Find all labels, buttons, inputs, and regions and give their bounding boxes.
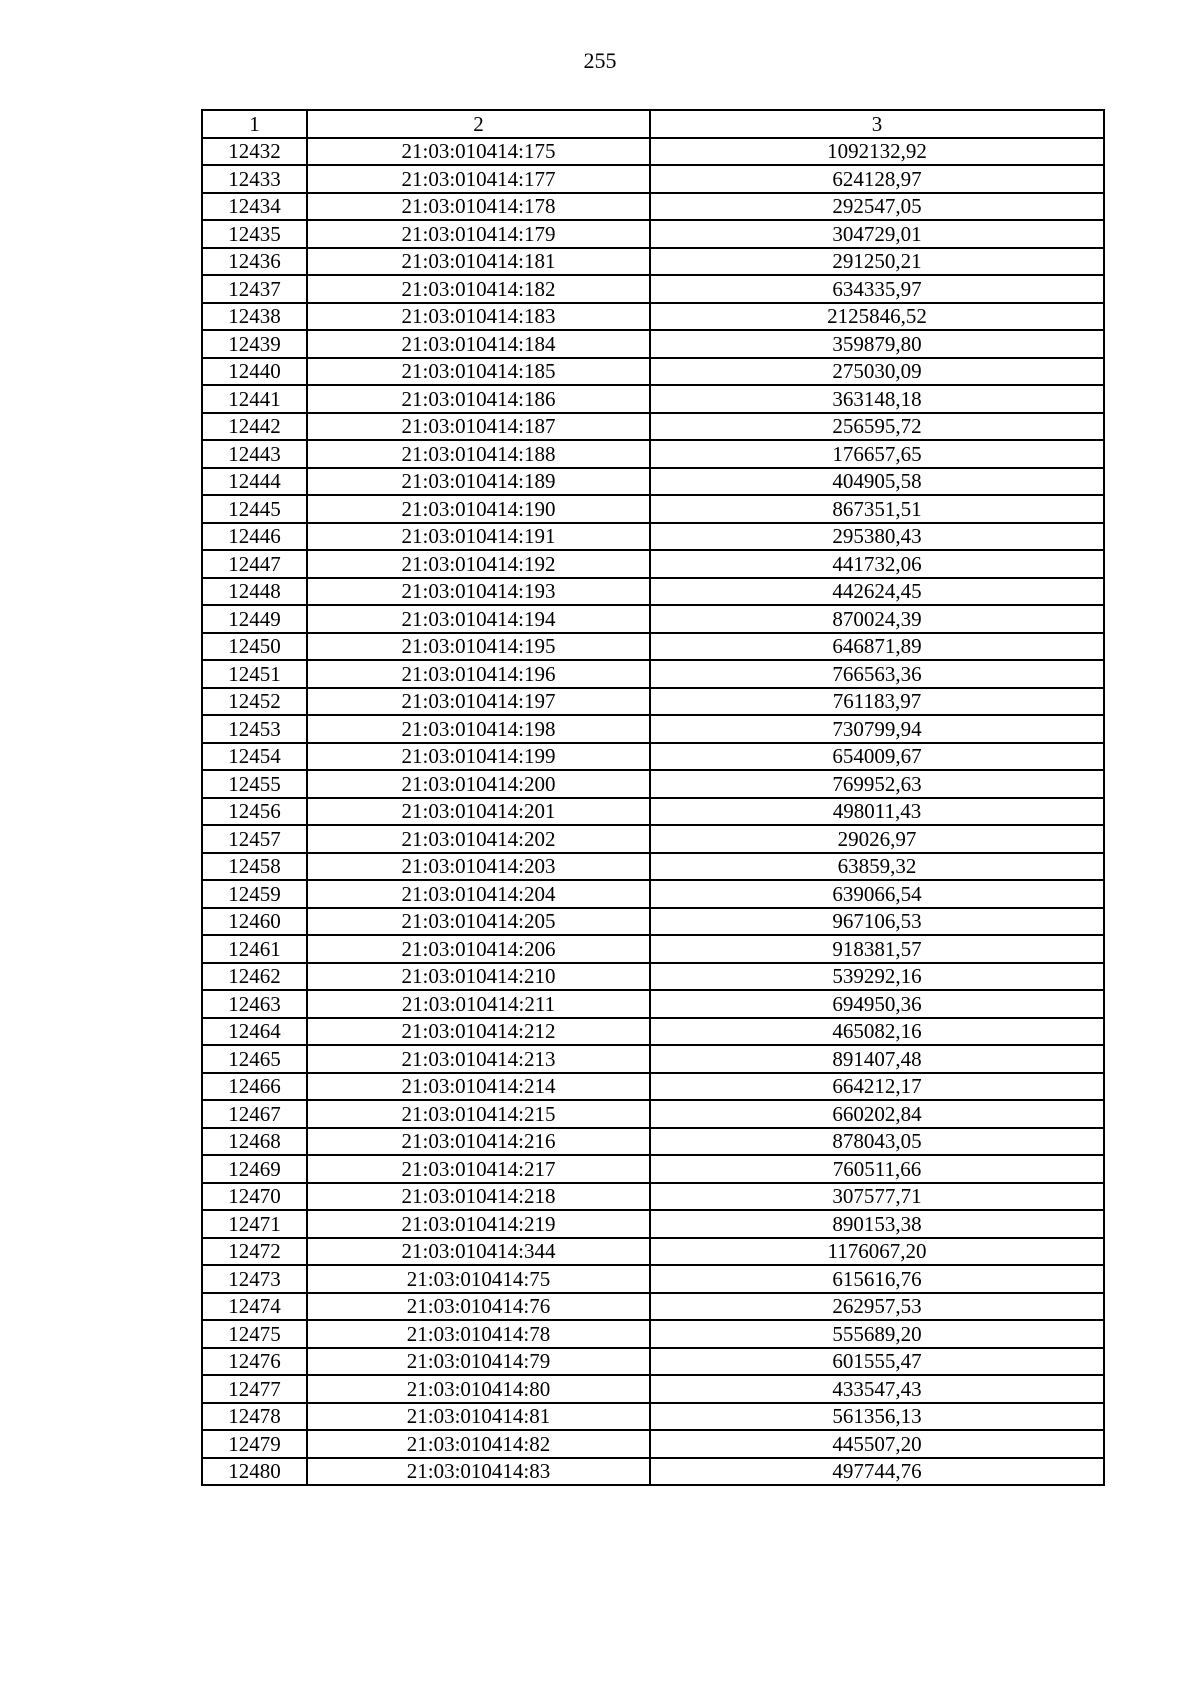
- data-table: [201, 109, 1105, 1486]
- row-number-cell: 12453: [202, 715, 307, 743]
- cadastral-number-cell: 21:03:010414:81: [307, 1403, 650, 1431]
- cadastral-number-cell: 21:03:010414:76: [307, 1293, 650, 1321]
- row-number-cell: 12449: [202, 605, 307, 633]
- value-cell: 694950,36: [650, 990, 1104, 1018]
- value-cell: 442624,45: [650, 578, 1104, 606]
- row-number-cell: 12468: [202, 1128, 307, 1156]
- table-row: [202, 1183, 1104, 1211]
- value-cell: 359879,80: [650, 330, 1104, 358]
- cadastral-number-cell: 21:03:010414:201: [307, 798, 650, 826]
- row-number-cell: 12446: [202, 523, 307, 551]
- table-row: [202, 660, 1104, 688]
- table-row: [202, 1458, 1104, 1486]
- row-number-cell: 12448: [202, 578, 307, 606]
- table-row: [202, 1348, 1104, 1376]
- column-header-3: 3: [650, 110, 1104, 138]
- value-cell: 730799,94: [650, 715, 1104, 743]
- row-number-cell: 12458: [202, 853, 307, 881]
- table-row: [202, 825, 1104, 853]
- cadastral-number-cell: 21:03:010414:199: [307, 743, 650, 771]
- table-row: [202, 1320, 1104, 1348]
- cadastral-number-cell: 21:03:010414:215: [307, 1100, 650, 1128]
- column-header-1: 1: [202, 110, 307, 138]
- cadastral-number-cell: 21:03:010414:214: [307, 1073, 650, 1101]
- table-row: [202, 523, 1104, 551]
- row-number-cell: 12473: [202, 1265, 307, 1293]
- page-number: 255: [583, 48, 617, 73]
- cadastral-number-cell: 21:03:010414:78: [307, 1320, 650, 1348]
- value-cell: 646871,89: [650, 633, 1104, 661]
- table-row: [202, 1155, 1104, 1183]
- table-body: [202, 138, 1104, 1486]
- value-cell: 654009,67: [650, 743, 1104, 771]
- row-number-cell: 12452: [202, 688, 307, 716]
- cadastral-number-cell: 21:03:010414:344: [307, 1238, 650, 1266]
- cadastral-number-cell: 21:03:010414:80: [307, 1375, 650, 1403]
- value-cell: 433547,43: [650, 1375, 1104, 1403]
- row-number-cell: 12464: [202, 1018, 307, 1046]
- row-number-cell: 12443: [202, 440, 307, 468]
- value-cell: 918381,57: [650, 935, 1104, 963]
- table-row: [202, 1018, 1104, 1046]
- row-number-cell: 12465: [202, 1045, 307, 1073]
- row-number-cell: 12438: [202, 303, 307, 331]
- row-number-cell: 12451: [202, 660, 307, 688]
- cadastral-number-cell: 21:03:010414:184: [307, 330, 650, 358]
- value-cell: 639066,54: [650, 880, 1104, 908]
- row-number-cell: 12478: [202, 1403, 307, 1431]
- table-row: [202, 935, 1104, 963]
- value-cell: 363148,18: [650, 385, 1104, 413]
- table-row: [202, 1265, 1104, 1293]
- table-row: [202, 798, 1104, 826]
- value-cell: 63859,32: [650, 853, 1104, 881]
- row-number-cell: 12461: [202, 935, 307, 963]
- value-cell: 878043,05: [650, 1128, 1104, 1156]
- row-number-cell: 12474: [202, 1293, 307, 1321]
- row-number-cell: 12445: [202, 495, 307, 523]
- row-number-cell: 12479: [202, 1430, 307, 1458]
- cadastral-number-cell: 21:03:010414:79: [307, 1348, 650, 1376]
- row-number-cell: 12462: [202, 963, 307, 991]
- row-number-cell: 12480: [202, 1458, 307, 1486]
- row-number-cell: 12466: [202, 1073, 307, 1101]
- value-cell: 275030,09: [650, 358, 1104, 386]
- row-number-cell: 12437: [202, 275, 307, 303]
- cadastral-number-cell: 21:03:010414:175: [307, 138, 650, 166]
- table-row: [202, 1073, 1104, 1101]
- table-row: [202, 688, 1104, 716]
- row-number-cell: 12434: [202, 193, 307, 221]
- column-header-2: 2: [307, 110, 650, 138]
- row-number-cell: 12476: [202, 1348, 307, 1376]
- cadastral-number-cell: 21:03:010414:217: [307, 1155, 650, 1183]
- table-row: [202, 1210, 1104, 1238]
- value-cell: 262957,53: [650, 1293, 1104, 1321]
- table-row: [202, 220, 1104, 248]
- value-cell: 634335,97: [650, 275, 1104, 303]
- row-number-cell: 12456: [202, 798, 307, 826]
- table-row: [202, 990, 1104, 1018]
- cadastral-number-cell: 21:03:010414:203: [307, 853, 650, 881]
- table-row: [202, 605, 1104, 633]
- row-number-cell: 12477: [202, 1375, 307, 1403]
- value-cell: 769952,63: [650, 770, 1104, 798]
- cadastral-number-cell: 21:03:010414:195: [307, 633, 650, 661]
- table-row: [202, 330, 1104, 358]
- value-cell: 441732,06: [650, 550, 1104, 578]
- table-row: [202, 248, 1104, 276]
- row-number-cell: 12475: [202, 1320, 307, 1348]
- row-number-cell: 12455: [202, 770, 307, 798]
- row-number-cell: 12460: [202, 908, 307, 936]
- table-row: [202, 165, 1104, 193]
- row-number-cell: 12435: [202, 220, 307, 248]
- row-number-cell: 12454: [202, 743, 307, 771]
- cadastral-number-cell: 21:03:010414:75: [307, 1265, 650, 1293]
- row-number-cell: 12432: [202, 138, 307, 166]
- cadastral-number-cell: 21:03:010414:188: [307, 440, 650, 468]
- cadastral-number-cell: 21:03:010414:178: [307, 193, 650, 221]
- cadastral-number-cell: 21:03:010414:205: [307, 908, 650, 936]
- cadastral-number-cell: 21:03:010414:186: [307, 385, 650, 413]
- table-row: [202, 715, 1104, 743]
- table-row: [202, 578, 1104, 606]
- value-cell: 307577,71: [650, 1183, 1104, 1211]
- row-number-cell: 12433: [202, 165, 307, 193]
- table-row: [202, 440, 1104, 468]
- value-cell: 539292,16: [650, 963, 1104, 991]
- table-row: [202, 193, 1104, 221]
- table-row: [202, 908, 1104, 936]
- value-cell: 870024,39: [650, 605, 1104, 633]
- table-row: [202, 770, 1104, 798]
- value-cell: 766563,36: [650, 660, 1104, 688]
- table-row: [202, 1238, 1104, 1266]
- value-cell: 404905,58: [650, 468, 1104, 496]
- table-row: [202, 880, 1104, 908]
- value-cell: 176657,65: [650, 440, 1104, 468]
- cadastral-number-cell: 21:03:010414:182: [307, 275, 650, 303]
- row-number-cell: 12447: [202, 550, 307, 578]
- table-row: [202, 275, 1104, 303]
- cadastral-number-cell: 21:03:010414:189: [307, 468, 650, 496]
- cadastral-number-cell: 21:03:010414:219: [307, 1210, 650, 1238]
- cadastral-number-cell: 21:03:010414:212: [307, 1018, 650, 1046]
- row-number-cell: 12470: [202, 1183, 307, 1211]
- row-number-cell: 12457: [202, 825, 307, 853]
- table-row: [202, 468, 1104, 496]
- table-row: [202, 1375, 1104, 1403]
- value-cell: 465082,16: [650, 1018, 1104, 1046]
- cadastral-number-cell: 21:03:010414:197: [307, 688, 650, 716]
- table-row: [202, 1045, 1104, 1073]
- value-cell: 624128,97: [650, 165, 1104, 193]
- cadastral-number-cell: 21:03:010414:196: [307, 660, 650, 688]
- row-number-cell: 12439: [202, 330, 307, 358]
- cadastral-number-cell: 21:03:010414:192: [307, 550, 650, 578]
- value-cell: 555689,20: [650, 1320, 1104, 1348]
- cadastral-number-cell: 21:03:010414:216: [307, 1128, 650, 1156]
- table-row: [202, 1293, 1104, 1321]
- cadastral-number-cell: 21:03:010414:183: [307, 303, 650, 331]
- cadastral-number-cell: 21:03:010414:193: [307, 578, 650, 606]
- row-number-cell: 12463: [202, 990, 307, 1018]
- cadastral-number-cell: 21:03:010414:210: [307, 963, 650, 991]
- cadastral-number-cell: 21:03:010414:218: [307, 1183, 650, 1211]
- table-row: [202, 495, 1104, 523]
- cadastral-number-cell: 21:03:010414:181: [307, 248, 650, 276]
- cadastral-number-cell: 21:03:010414:82: [307, 1430, 650, 1458]
- row-number-cell: 12450: [202, 633, 307, 661]
- value-cell: 497744,76: [650, 1458, 1104, 1486]
- value-cell: 256595,72: [650, 413, 1104, 441]
- value-cell: 498011,43: [650, 798, 1104, 826]
- value-cell: 967106,53: [650, 908, 1104, 936]
- row-number-cell: 12444: [202, 468, 307, 496]
- row-number-cell: 12471: [202, 1210, 307, 1238]
- cadastral-number-cell: 21:03:010414:200: [307, 770, 650, 798]
- row-number-cell: 12467: [202, 1100, 307, 1128]
- cadastral-number-cell: 21:03:010414:187: [307, 413, 650, 441]
- table-row: [202, 385, 1104, 413]
- value-cell: 760511,66: [650, 1155, 1104, 1183]
- cadastral-number-cell: 21:03:010414:211: [307, 990, 650, 1018]
- value-cell: 891407,48: [650, 1045, 1104, 1073]
- cadastral-number-cell: 21:03:010414:213: [307, 1045, 650, 1073]
- value-cell: 29026,97: [650, 825, 1104, 853]
- row-number-cell: 12440: [202, 358, 307, 386]
- cadastral-number-cell: 21:03:010414:83: [307, 1458, 650, 1486]
- row-number-cell: 12459: [202, 880, 307, 908]
- table-row: [202, 550, 1104, 578]
- row-number-cell: 12436: [202, 248, 307, 276]
- value-cell: 1092132,92: [650, 138, 1104, 166]
- value-cell: 1176067,20: [650, 1238, 1104, 1266]
- value-cell: 561356,13: [650, 1403, 1104, 1431]
- value-cell: 601555,47: [650, 1348, 1104, 1376]
- value-cell: 295380,43: [650, 523, 1104, 551]
- cadastral-number-cell: 21:03:010414:194: [307, 605, 650, 633]
- row-number-cell: 12472: [202, 1238, 307, 1266]
- row-number-cell: 12442: [202, 413, 307, 441]
- table-row: [202, 853, 1104, 881]
- cadastral-number-cell: 21:03:010414:206: [307, 935, 650, 963]
- table-row: [202, 303, 1104, 331]
- table-row: [202, 1100, 1104, 1128]
- cadastral-number-cell: 21:03:010414:185: [307, 358, 650, 386]
- cadastral-number-cell: 21:03:010414:204: [307, 880, 650, 908]
- value-cell: 660202,84: [650, 1100, 1104, 1128]
- row-number-cell: 12441: [202, 385, 307, 413]
- value-cell: 615616,76: [650, 1265, 1104, 1293]
- value-cell: 867351,51: [650, 495, 1104, 523]
- table-row: [202, 138, 1104, 166]
- cadastral-number-cell: 21:03:010414:190: [307, 495, 650, 523]
- value-cell: 304729,01: [650, 220, 1104, 248]
- value-cell: 292547,05: [650, 193, 1104, 221]
- table-row: [202, 1430, 1104, 1458]
- table-row: [202, 358, 1104, 386]
- cadastral-number-cell: 21:03:010414:202: [307, 825, 650, 853]
- table-row: [202, 413, 1104, 441]
- cadastral-number-cell: 21:03:010414:177: [307, 165, 650, 193]
- value-cell: 291250,21: [650, 248, 1104, 276]
- value-cell: 2125846,52: [650, 303, 1104, 331]
- row-number-cell: 12469: [202, 1155, 307, 1183]
- table-row: [202, 1128, 1104, 1156]
- cadastral-number-cell: 21:03:010414:191: [307, 523, 650, 551]
- table-row: [202, 963, 1104, 991]
- cadastral-number-cell: 21:03:010414:198: [307, 715, 650, 743]
- table-header-row: [202, 110, 1104, 138]
- value-cell: 445507,20: [650, 1430, 1104, 1458]
- table-row: [202, 633, 1104, 661]
- value-cell: 664212,17: [650, 1073, 1104, 1101]
- value-cell: 890153,38: [650, 1210, 1104, 1238]
- cadastral-number-cell: 21:03:010414:179: [307, 220, 650, 248]
- table-row: [202, 1403, 1104, 1431]
- table-row: [202, 743, 1104, 771]
- value-cell: 761183,97: [650, 688, 1104, 716]
